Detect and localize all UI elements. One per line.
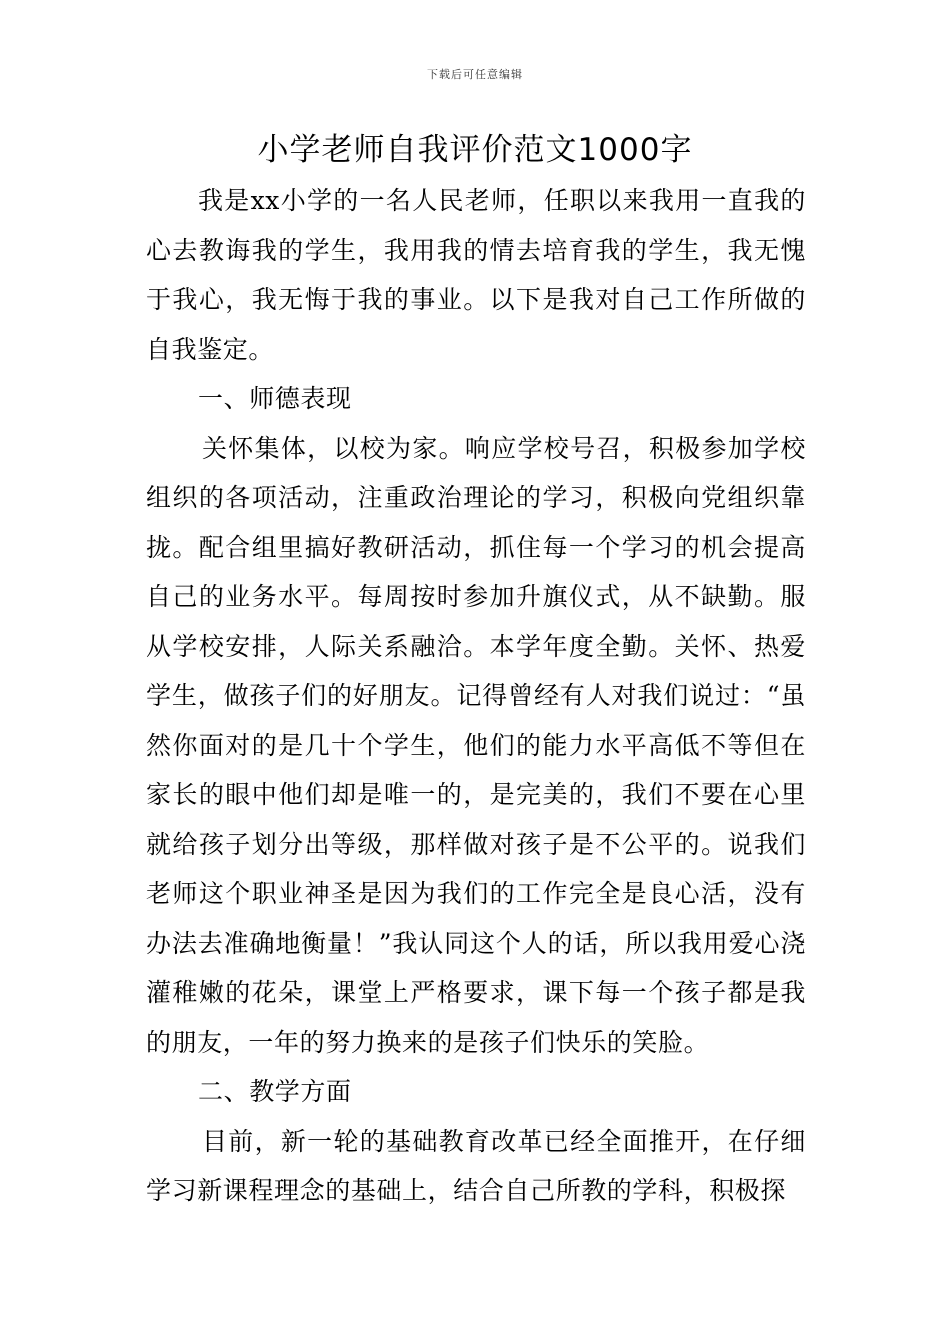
document-title: 小学老师自我评价范文1000字 — [257, 132, 693, 168]
paragraph-intro: 我是xx小学的一名人民老师，任职以来我用一直我的心去教诲我的学生，我用我的情去培育我的学生，我无愧于我心，我无悔于我的事业。以下是我对自己工作所做的自我鉴定。 — [146, 186, 806, 364]
paragraph-teaching: 目前，新一轮的基础教育改革已经全面推开，在仔细学习新课程理念的基础上，结合自己所教的学科，积极探 — [146, 1126, 806, 1205]
header-note: 下载后可任意编辑 — [427, 68, 523, 81]
section-heading-ethics: 一、师德表现 — [198, 384, 352, 413]
section-heading-teaching: 二、教学方面 — [198, 1077, 352, 1106]
document-body — [146, 176, 806, 1216]
paragraph-ethics: 关怀集体，以校为家。响应学校号召，积极参加学校组织的各项活动，注重政治理论的学习，积极向党组织靠拢。配合组里搞好教研活动，抓住每一个学习的机会提高自己的业务水平。每周按时参加升旗仪式，从不缺勤。服从学校安排，人际关系融洽。本学年度全勤。关怀、热爱学生，做孩子们的好朋友。记得曾经有人对我们说过：“虽然你面对的是几十个学生，他们的能力水平高低不等但在家长的眼中他们却是唯一的，是完美的，我们不要在心里就给孩子划分出等级，那样做对孩子是不公平的。说我们老师这个职业神圣是因为我们的工作完全是良心活，没有办法去准确地衡量！”我认同这个人的话，所以我用爱心浇灌稚嫩的花朵，课堂上严格要求，课下每一个孩子都是我的朋友，一年的努力换来的是孩子们快乐的笑脸。 — [146, 433, 806, 1057]
